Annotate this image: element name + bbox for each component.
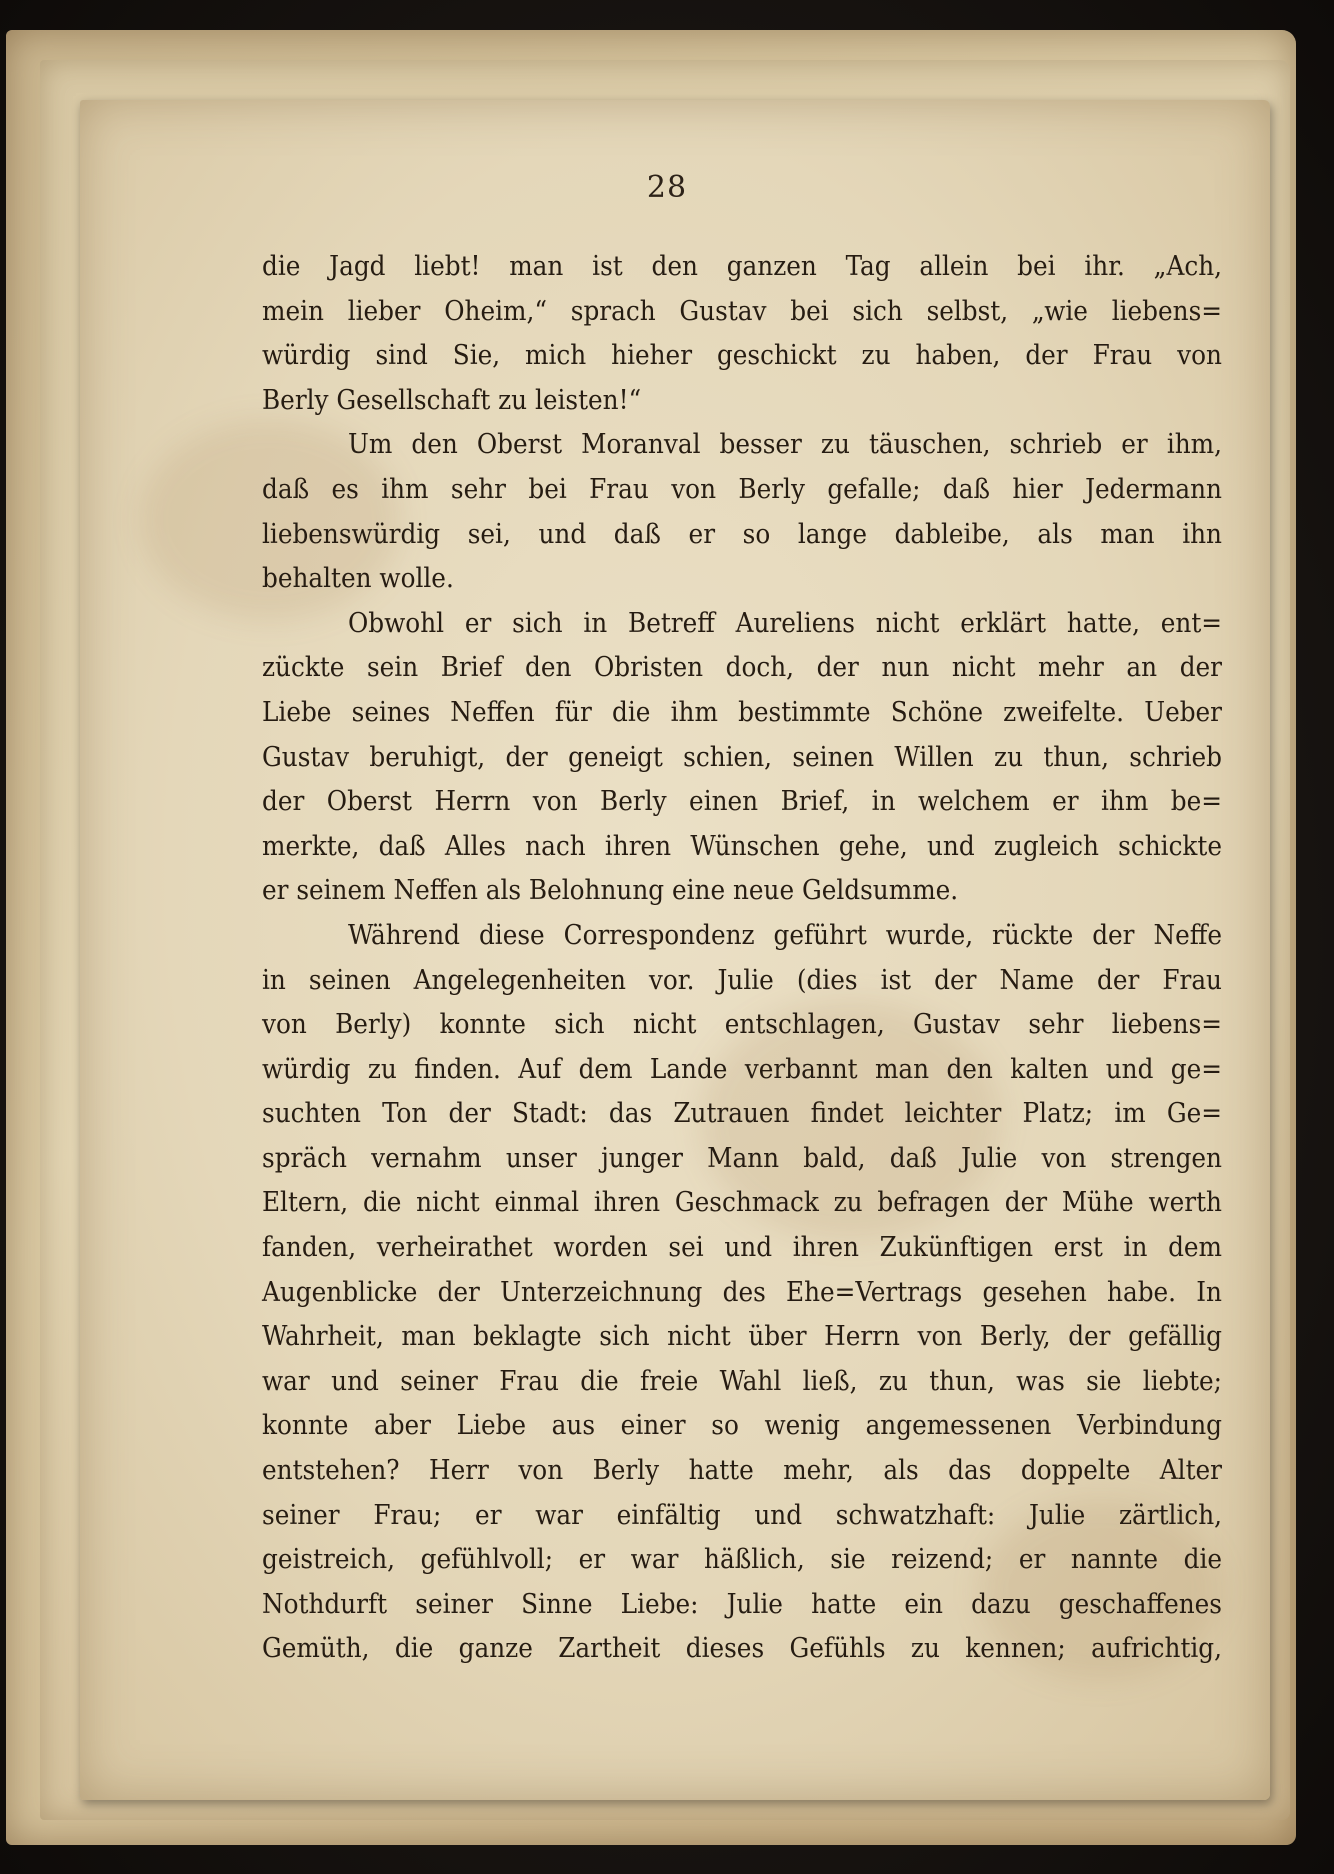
text-line: würdig sind Sie, mich hieher geschickt zu haben, der Frau von [262,339,1222,372]
text-line: Wahrheit, man beklagte sich nicht über Herrn von Berly, der gefällig [262,1320,1222,1353]
text-line: der Oberst Herrn von Berly einen Brief, in welchem er ihm be= [262,785,1222,818]
text-line: Eltern, die nicht einmal ihren Geschmack zu befragen der Mühe werth [262,1186,1222,1219]
text-line: war und seiner Frau die freie Wahl ließ, zu thun, was sie liebte; [262,1364,1222,1397]
text-line: die Jagd liebt! man ist den ganzen Tag allein bei ihr. „Ach, [262,250,1222,282]
text-line: suchten Ton der Stadt: das Zutrauen findet leichter Platz; im Ge= [262,1097,1222,1130]
text-line: Während diese Correspondenz geführt wurde, rückte der Neffe [348,918,1222,951]
text-line: zückte sein Brief den Obristen doch, der nun nicht mehr an der [262,651,1222,684]
text-line: Gemüth, die ganze Zartheit dieses Gefühls zu kennen; aufrichtig, [262,1632,1222,1665]
text-line: Obwohl er sich in Betreff Aureliens nicht erklärt hatte, ent= [348,606,1222,639]
text-line: seiner Frau; er war einfältig und schwatzhaft: Julie zärtlich, [262,1498,1222,1531]
text-line: entstehen? Herr von Berly hatte mehr, als das doppelte Alter [262,1454,1222,1487]
page-number: 28 [646,170,688,205]
text-line: Berly Gesellschaft zu leisten!“ [262,383,642,416]
text-line: Liebe seines Neffen für die ihm bestimmte Schöne zweifelte. Ueber [262,695,1222,728]
text-line: daß es ihm sehr bei Frau von Berly gefalle; daß hier Jedermann [262,472,1222,505]
text-line: Um den Oberst Moranval besser zu täuschen, schrieb er ihm, [348,428,1222,461]
text-line: merkte, daß Alles nach ihren Wünschen gehe, und zugleich schickte [262,829,1222,862]
text-line: Augenblicke der Unterzeichnung des Ehe=Vertrags gesehen habe. In [262,1275,1222,1308]
text-line: in seinen Angelegenheiten vor. Julie (dies ist der Name der Frau [262,963,1222,996]
text-line: er seinem Neffen als Belohnung eine neue Geldsumme. [262,874,959,907]
body-text [262,244,1222,1671]
text-line: würdig zu finden. Auf dem Lande verbannt man den kalten und ge= [262,1052,1222,1085]
text-line: mein lieber Oheim,“ sprach Gustav bei sich selbst, „wie liebens= [262,294,1222,327]
text-line: von Berly) konnte sich nicht entschlagen, Gustav sehr liebens= [262,1008,1222,1041]
text-line: liebenswürdig sei, und daß er so lange dableibe, als man ihn [262,517,1222,550]
text-line: spräch vernahm unser junger Mann bald, daß Julie von strengen [262,1141,1222,1174]
text-line: Gustav beruhigt, der geneigt schien, seinen Willen zu thun, schrieb [262,740,1222,773]
text-line: behalten wolle. [262,562,454,595]
text-line: fanden, verheirathet worden sei und ihren Zukünftigen erst in dem [262,1231,1222,1264]
text-line: konnte aber Liebe aus einer so wenig angemessenen Verbindung [262,1409,1222,1442]
text-line: Nothdurft seiner Sinne Liebe: Julie hatte ein dazu geschaffenes [262,1587,1222,1620]
text-line: geistreich, gefühlvoll; er war häßlich, sie reizend; er nannte die [262,1543,1222,1576]
